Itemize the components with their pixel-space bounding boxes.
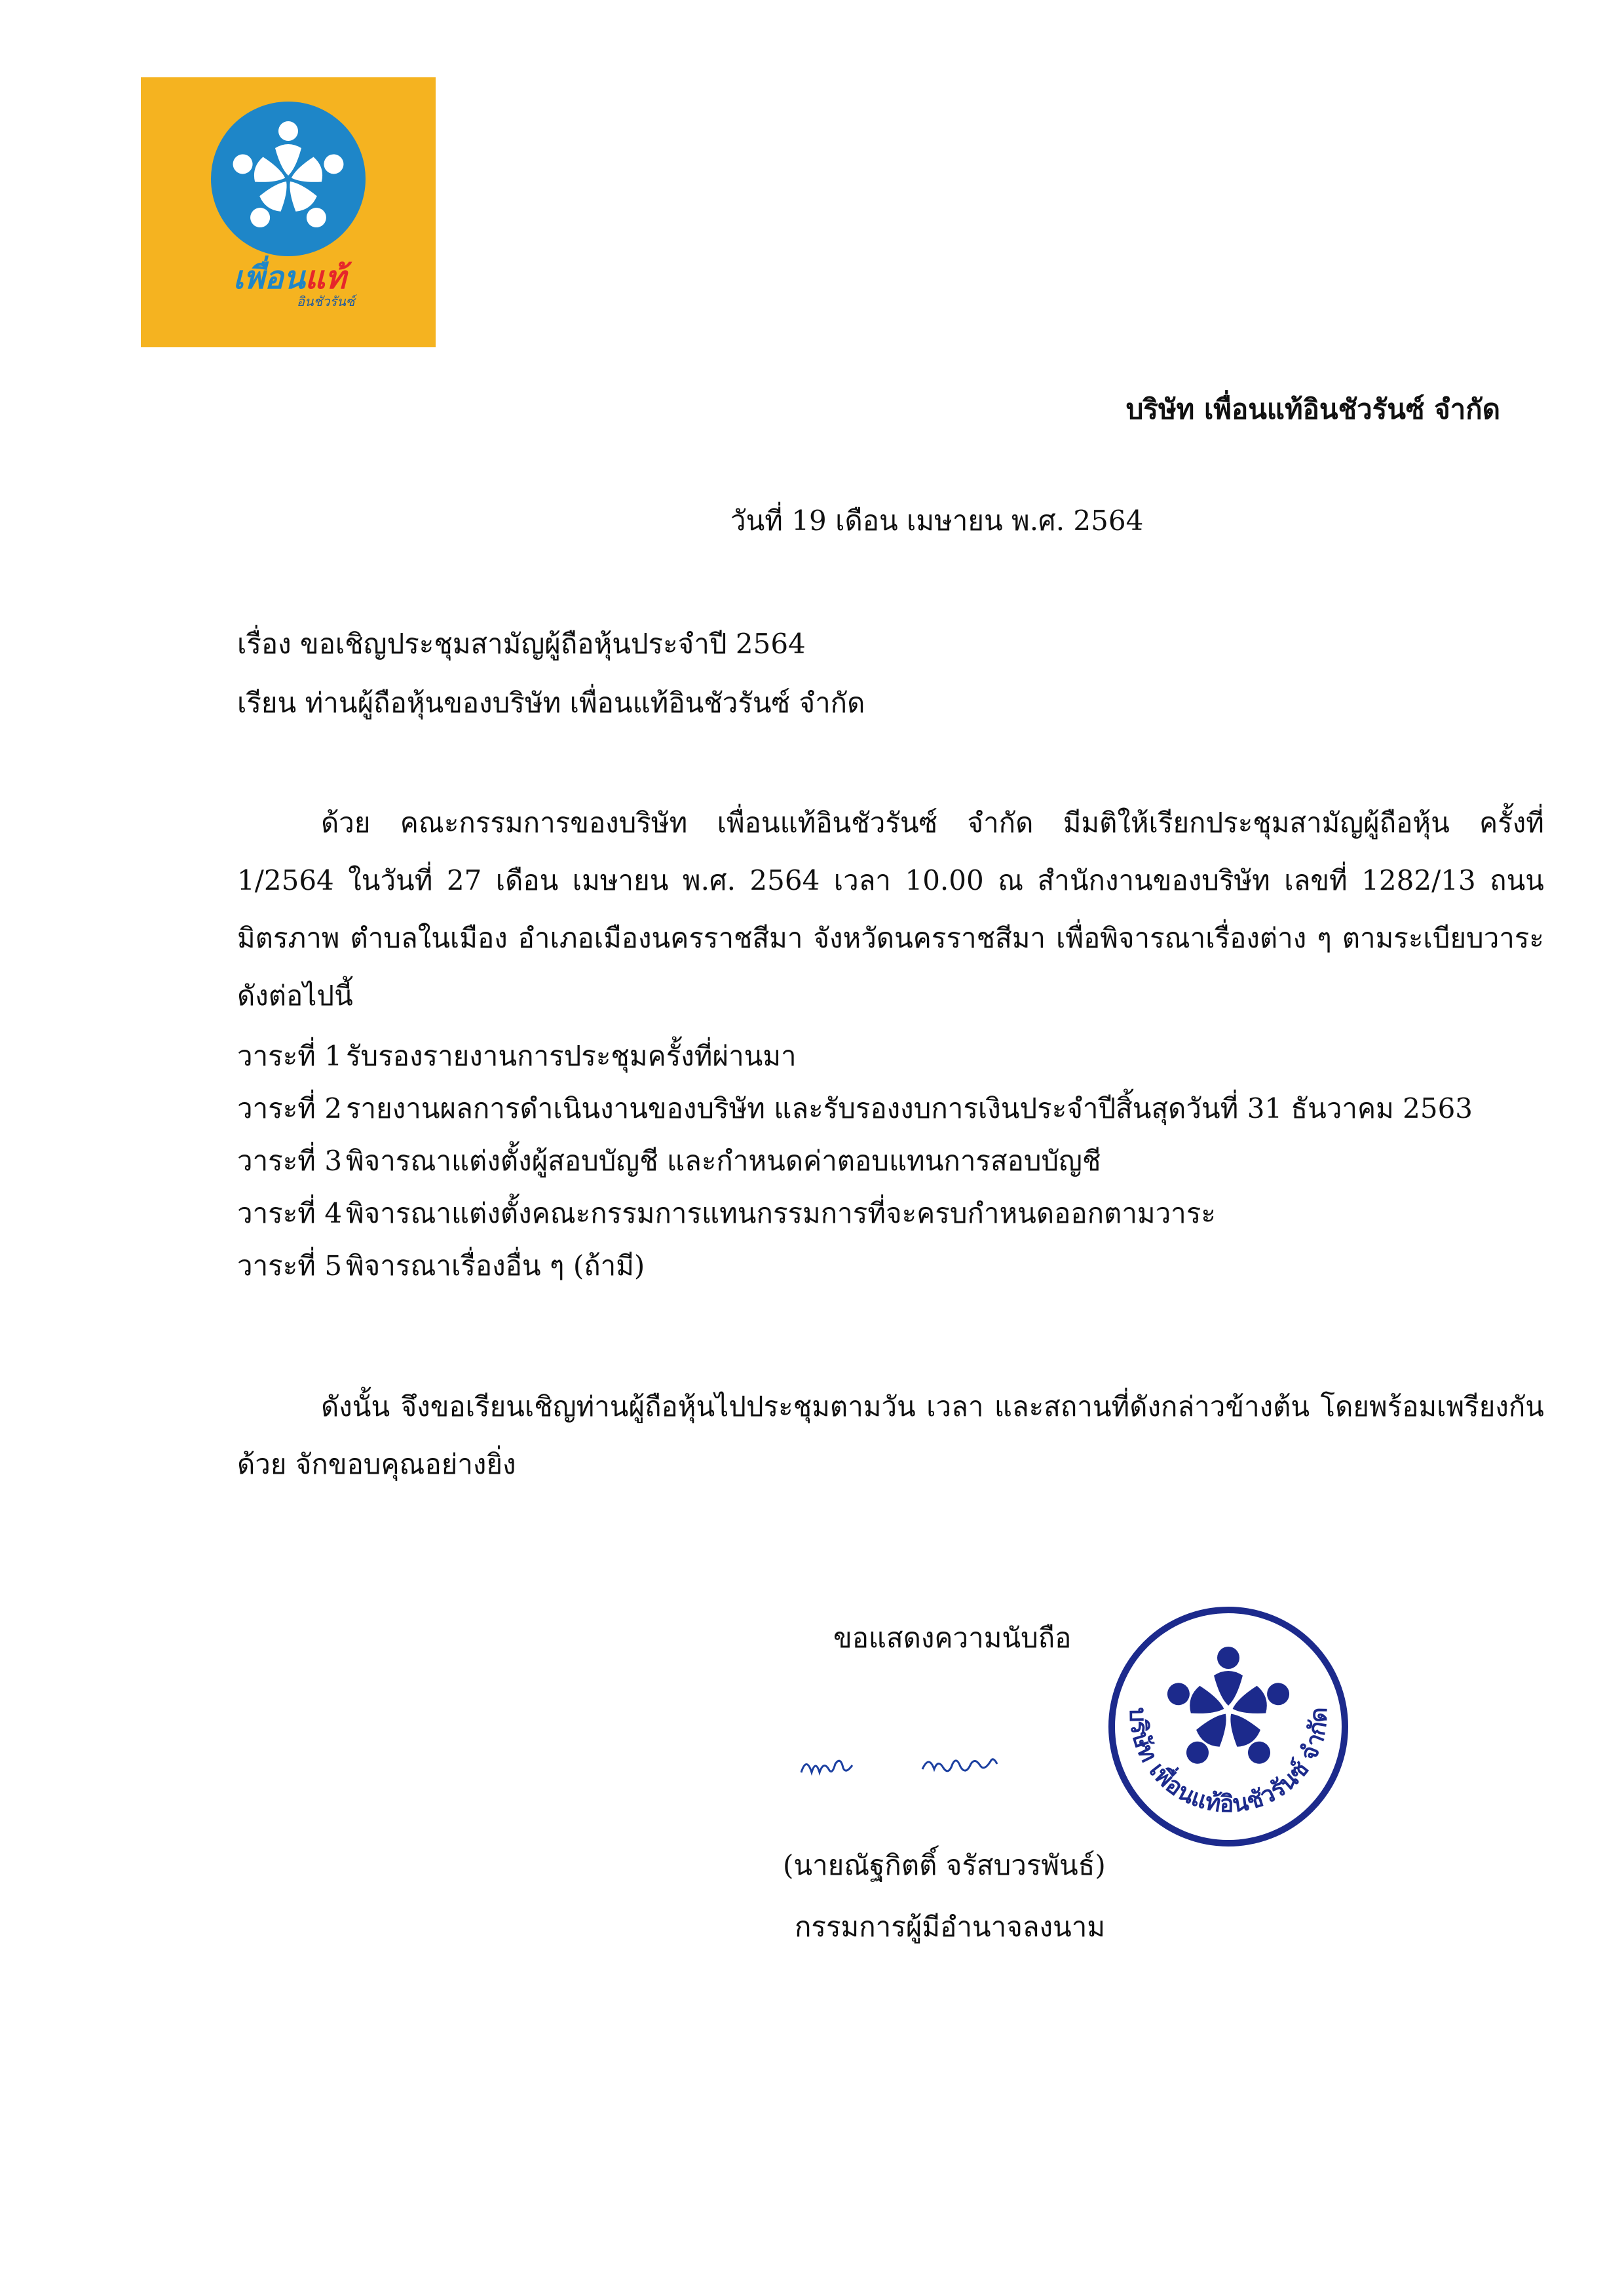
svg-text:บริษัท เพื่อนแท้อินชัวรันซ์ จำ: [1124, 1707, 1332, 1818]
letter-date: วันที่ 19 เดือน เมษายน พ.ศ. 2564: [730, 505, 1144, 537]
logo-subtext: อินชัวรันซ์: [297, 294, 355, 309]
stamp-text: บริษัท เพื่อนแท้อินชัวรันซ์ จำกัด: [1124, 1707, 1333, 1818]
regards-text: ขอแสดงความนับถือ: [833, 1622, 1072, 1654]
agenda-item: วาระที่ 4 พิจารณาแต่งตั้งคณะกรรมการแทนกรรมการที่จะครบกำหนดออกตามวาระ: [237, 1197, 1216, 1229]
agenda-item: วาระที่ 5 พิจารณาเรื่องอื่น ๆ (ถ้ามี): [237, 1250, 645, 1282]
people-circle-icon: [206, 97, 370, 261]
signer-name: (นายณัฐกิตติ์ จรัสบวรพันธ์): [783, 1849, 1106, 1881]
signature-image: [798, 1743, 1060, 1789]
letter-salutation: เรียน ท่านผู้ถือหุ้นของบริษัท เพื่อนแท้อินชัวรันซ์ จำกัด: [237, 687, 865, 719]
company-logo: [141, 77, 436, 347]
letter-closing: ดังนั้น จึงขอเรียนเชิญท่านผู้ถือหุ้นไปประชุมตามวัน เวลา และสถานที่ดังกล่าวข้างต้น โดยพร้อมเพรียงกันด้วย จักขอบคุณอย่างยิ่ง: [237, 1390, 1544, 1480]
agenda-item: วาระที่ 2 รายงานผลการดำเนินงานของบริษัท และรับรองงบการเงินประจำปีสิ้นสุดวันที่ 31 ธันวาคม 2563: [237, 1092, 1473, 1124]
agenda-item: วาระที่ 1 รับรองรายงานการประชุมครั้งที่ผ่านมา: [237, 1040, 797, 1072]
agenda-list: [237, 1030, 1473, 1292]
company-seal-icon: [1104, 1602, 1353, 1851]
letter-body: ด้วย คณะกรรมการของบริษัท เพื่อนแท้อินชัวรันซ์ จำกัด มีมติให้เรียกประชุมสามัญผู้ถือหุ้น ครั้งที่ 1/2564 ในวันที่ 27 เดือน เมษายน พ.ศ. 2564 เวลา 10.00 ณ สำนักงานของบริษัท เลขที่ 1282/13 ถนนมิตรภาพ ตำบลในเมือง อำเภอเมืองนครราชสีมา จังหวัดนครราชสีมา เพื่อพิจารณาเรื่องต่าง ๆ ตามระเบียบวาระดังต่อไปนี้: [237, 807, 1544, 1012]
letter-subject: เรื่อง ขอเชิญประชุมสามัญผู้ถือหุ้นประจำปี 2564: [237, 628, 806, 660]
agenda-item: วาระที่ 3 พิจารณาแต่งตั้งผู้สอบบัญชี และกำหนดค่าตอบแทนการสอบบัญชี: [237, 1145, 1101, 1177]
signer-position: กรรมการผู้มีอำนาจลงนาม: [795, 1911, 1106, 1943]
logo-wordmark: เพื่อนแท้: [233, 259, 347, 296]
company-name: บริษัท เพื่อนแท้อินชัวรันซ์ จำกัด: [1125, 393, 1500, 425]
